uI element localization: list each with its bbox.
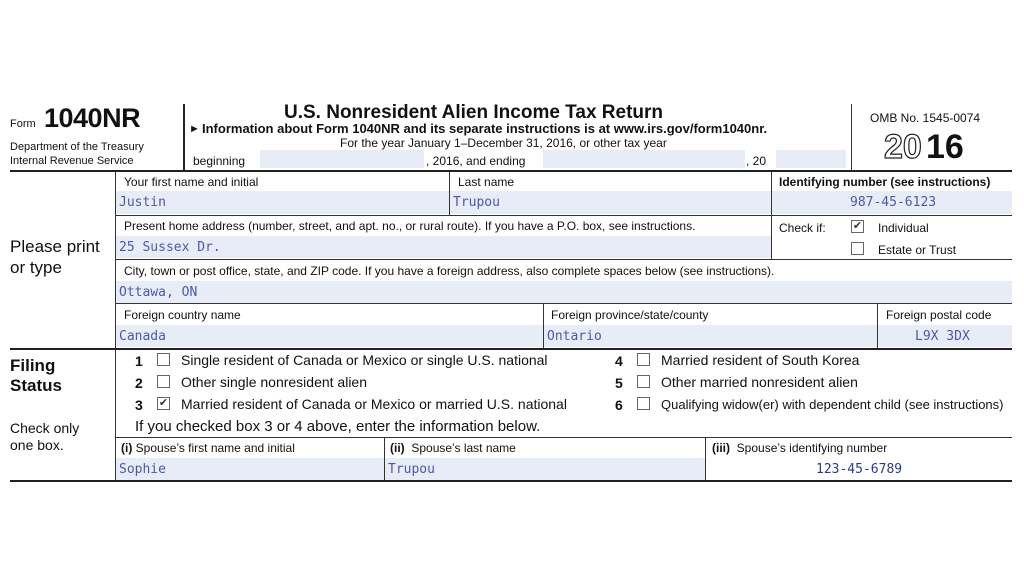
spouse-id-text: Spouse’s identifying number bbox=[736, 441, 888, 455]
city-input[interactable] bbox=[116, 281, 1012, 303]
city-label: City, town or post office, state, and ZIP code. If you have a foreign address, also complete spaces below (see instructions). bbox=[124, 264, 775, 278]
estate-trust-label: Estate or Trust bbox=[878, 243, 957, 257]
filing-option-1-checkbox[interactable] bbox=[157, 353, 170, 366]
country-input[interactable] bbox=[116, 325, 543, 347]
spouse-last-label bbox=[390, 441, 516, 455]
arrow-icon: ► bbox=[189, 123, 200, 135]
spouse-first-text: Spouse’s first name and initial bbox=[135, 441, 295, 455]
spouse-last-roman: (ii) bbox=[390, 441, 405, 455]
tax-year-line: For the year January 1–December 31, 2016, or other tax year bbox=[340, 136, 667, 150]
address-input[interactable] bbox=[116, 236, 771, 258]
info-line: Information about Form 1040NR and its separate instructions is at www.irs.gov/form1040nr. bbox=[202, 121, 768, 136]
city-value: Ottawa, ON bbox=[119, 285, 198, 300]
spouse-first-roman: (i) bbox=[121, 441, 133, 455]
spouse-first-label bbox=[121, 441, 295, 455]
beginning-label: beginning bbox=[193, 154, 246, 168]
first-name-input[interactable] bbox=[116, 191, 449, 214]
filing-option-1-label: Single resident of Canada or Mexico or single U.S. national bbox=[181, 352, 548, 368]
filing-option-2-number: 2 bbox=[135, 375, 143, 391]
spouse-first-name-input[interactable] bbox=[116, 458, 384, 480]
form-number: 1040NR bbox=[44, 103, 141, 133]
filing-option-4-checkbox[interactable] bbox=[637, 353, 650, 366]
spouse-last-name-input[interactable] bbox=[385, 458, 705, 480]
spouse-note: If you checked box 3 or 4 above, enter the information below. bbox=[135, 418, 541, 435]
identifying-number-label: Identifying number (see instructions) bbox=[779, 175, 991, 189]
filing-option-4-number: 4 bbox=[615, 353, 623, 369]
postal-code-input[interactable] bbox=[878, 325, 1012, 347]
last-name-input[interactable] bbox=[450, 191, 771, 214]
individual-checkbox[interactable]: ✔ bbox=[852, 220, 863, 232]
country-value: Canada bbox=[119, 329, 166, 344]
dept-line2: Internal Revenue Service bbox=[10, 155, 134, 167]
postal-code-value: L9X 3DX bbox=[915, 329, 970, 344]
filing-option-6-number: 6 bbox=[615, 397, 623, 413]
filing-option-5-number: 5 bbox=[615, 375, 623, 391]
identifying-number-value: 987-45-6123 bbox=[850, 195, 937, 210]
spouse-id-input[interactable] bbox=[706, 458, 1012, 480]
first-name-value: Justin bbox=[119, 195, 166, 210]
last-name-value: Trupou bbox=[453, 195, 500, 210]
year-bold: 16 bbox=[926, 128, 964, 166]
one-box-label: one box. bbox=[10, 437, 64, 453]
filing-option-5-label: Other married nonresident alien bbox=[661, 374, 858, 390]
filing-option-3-number: 3 bbox=[135, 397, 143, 413]
year-20-label: , 20 bbox=[746, 154, 767, 168]
spouse-id-value: 123-45-6789 bbox=[816, 462, 903, 477]
filing-option-5-checkbox[interactable] bbox=[637, 375, 650, 388]
address-label: Present home address (number, street, and apt. no., or rural route). If you have a P.O. box, see instructions. bbox=[124, 219, 696, 233]
filing-option-4-label: Married resident of South Korea bbox=[661, 352, 860, 368]
filing-option-3-label: Married resident of Canada or Mexico or married U.S. national bbox=[181, 396, 567, 412]
filing-option-1-number: 1 bbox=[135, 353, 143, 369]
province-value: Ontario bbox=[547, 329, 602, 344]
tax-year-begin-input[interactable] bbox=[260, 150, 424, 168]
filing-option-2-label: Other single nonresident alien bbox=[181, 374, 368, 390]
province-input[interactable] bbox=[544, 325, 877, 347]
filing-option-3-checkbox[interactable]: ✔ bbox=[158, 397, 169, 409]
and-ending-label: , 2016, and ending bbox=[426, 154, 526, 168]
or-type-label: or type bbox=[10, 258, 62, 277]
province-label: Foreign province/state/county bbox=[551, 308, 709, 322]
identifying-number-input[interactable] bbox=[772, 191, 1012, 214]
please-print-label: Please print bbox=[10, 237, 100, 256]
tax-year-end-year-input[interactable] bbox=[776, 150, 846, 168]
first-name-label: Your first name and initial bbox=[124, 175, 259, 189]
omb-number: OMB No. 1545-0074 bbox=[870, 111, 981, 125]
individual-label: Individual bbox=[878, 221, 929, 235]
last-name-label: Last name bbox=[458, 175, 515, 189]
estate-trust-checkbox[interactable] bbox=[851, 242, 864, 255]
filing-option-6-label: Qualifying widow(er) with dependent child (see instructions) bbox=[661, 397, 1004, 412]
country-label: Foreign country name bbox=[124, 308, 241, 322]
check-only-label: Check only bbox=[10, 420, 80, 436]
filing-option-6-checkbox[interactable] bbox=[637, 397, 650, 410]
spouse-last-text: Spouse’s last name bbox=[411, 441, 516, 455]
check-if-label: Check if: bbox=[779, 221, 826, 235]
form-word: Form bbox=[10, 118, 36, 130]
address-value: 25 Sussex Dr. bbox=[119, 240, 221, 255]
filing-option-2-checkbox[interactable] bbox=[157, 375, 170, 388]
form-title: U.S. Nonresident Alien Income Tax Return bbox=[284, 102, 664, 123]
postal-code-label: Foreign postal code bbox=[886, 308, 992, 322]
tax-year-end-input[interactable] bbox=[543, 150, 745, 168]
spouse-id-roman: (iii) bbox=[712, 441, 730, 455]
year-outline: 20 bbox=[884, 128, 922, 166]
spouse-id-label bbox=[712, 441, 887, 455]
filing-label: Filing bbox=[10, 356, 56, 375]
status-label: Status bbox=[10, 376, 62, 395]
spouse-first-name-value: Sophie bbox=[119, 462, 166, 477]
spouse-last-name-value: Trupou bbox=[388, 462, 435, 477]
dept-line1: Department of the Treasury bbox=[10, 141, 144, 153]
